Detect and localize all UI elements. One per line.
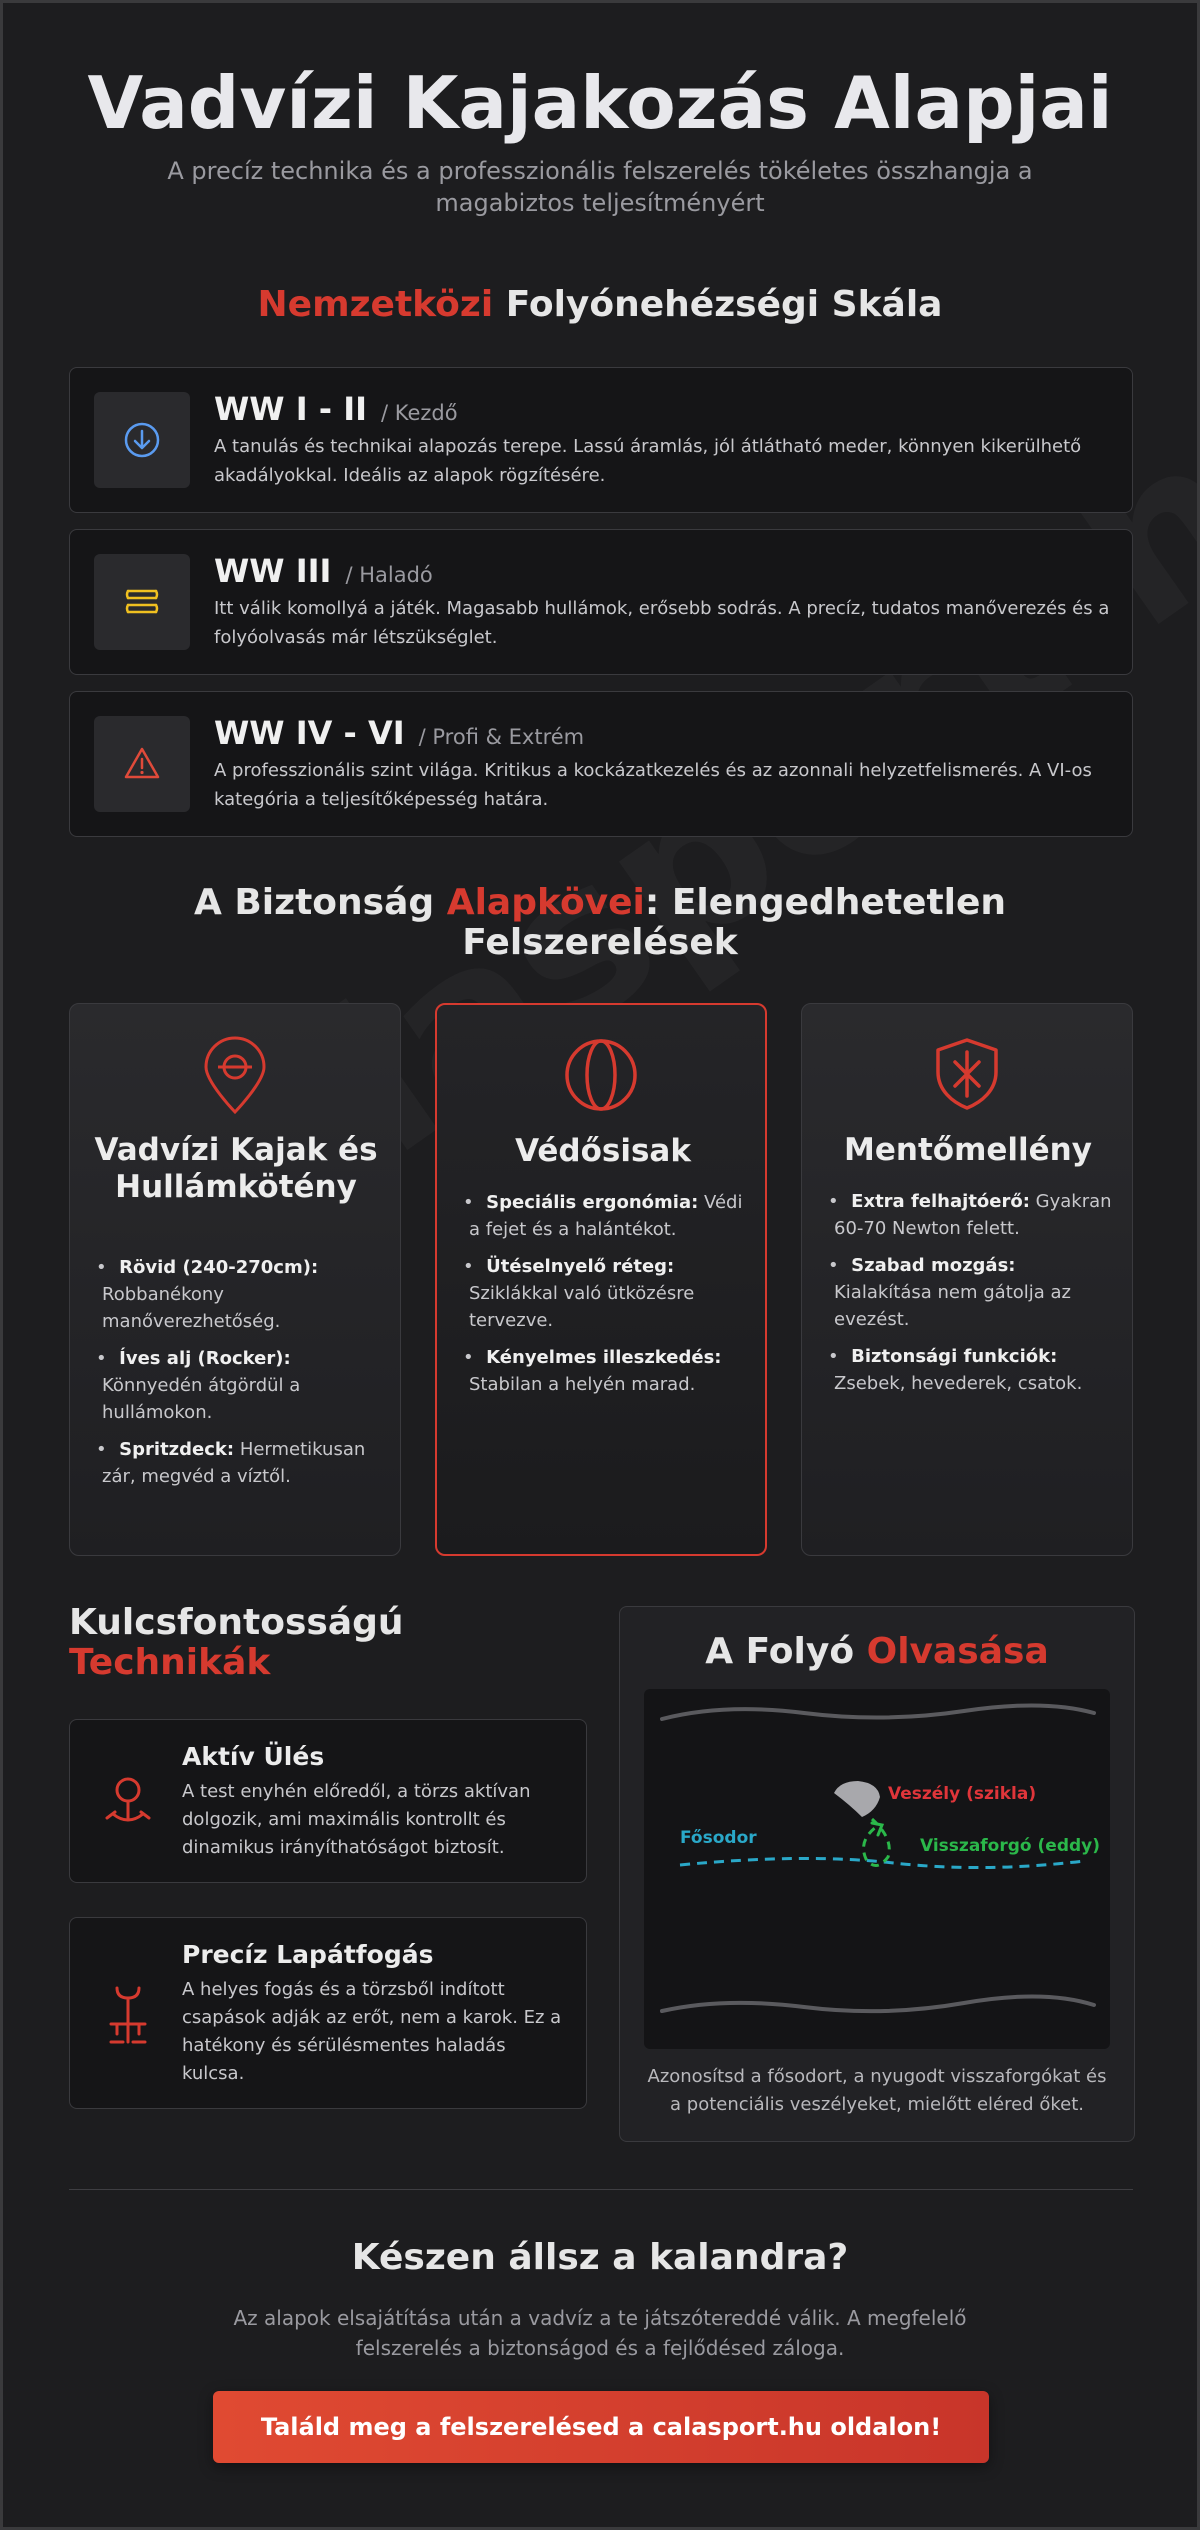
- technique-description: A helyes fogás és a törzsből indított csapások adják az erőt, nem a karok. Ez a hatékony és sérülésmentes haladás kulcsa.: [182, 1979, 562, 2084]
- cta-title: Készen állsz a kalandra?: [351, 2237, 849, 2278]
- river-diagram: [644, 1689, 1110, 2049]
- ww-card-beginner: [69, 367, 1133, 513]
- feature-text: Könnyedén átgördül a hullámokon.: [102, 1375, 301, 1423]
- paddler-icon: [103, 1774, 153, 1830]
- feature-label: Rövid (240-270cm):: [119, 1257, 319, 1278]
- feature-text: Zsebek, hevederek, csatok.: [834, 1373, 1083, 1394]
- techniques-title-accent: Technikák: [69, 1642, 271, 1683]
- danger-label: Veszély (szikla): [888, 1784, 1037, 1804]
- eddy-line: [864, 1819, 890, 1866]
- scale-title-accent: Nemzetközi: [257, 284, 494, 325]
- feature-text: Hermetikusan zár, megvéd a víztől.: [102, 1439, 366, 1487]
- gear-card-kayak: [69, 1003, 401, 1556]
- feature-label: Szabad mozgás:: [851, 1255, 1016, 1276]
- feature-label: Spritzdeck:: [119, 1439, 235, 1460]
- feature-text: Gyakran 60-70 Newton felett.: [834, 1191, 1112, 1239]
- safety-title-post: : Elengedhetetlen Felszerelések: [462, 882, 1007, 963]
- techniques-title: [69, 1603, 589, 1683]
- gear-card-title: Mentőmellény: [844, 1132, 1092, 1168]
- ww-description: Itt válik komollyá a játék. Magasabb hullámok, erősebb sodrás. A precíz, tudatos manőverezés és a folyóolvasás már létszükséglet.: [214, 598, 1110, 648]
- arrow-down-circle-icon: [122, 420, 162, 460]
- techniques-title-pre: Kulcsfontosságú: [69, 1602, 404, 1643]
- river-bank-bottom: [662, 1996, 1094, 2011]
- safety-section-title: [153, 883, 1047, 963]
- list-item: • Rövid (240-270cm): Robbanékony manőverezhetőség.: [96, 1257, 319, 1332]
- gear-card-helmet: [435, 1003, 767, 1556]
- feature-text: Védi a fejet és a halántékot.: [469, 1192, 743, 1240]
- ww-tag: / Profi & Extrém: [418, 725, 585, 749]
- river-reading-card: [619, 1606, 1135, 2142]
- gear-feature-list: [96, 1254, 384, 1500]
- ww-tag: / Kezdő: [381, 401, 458, 425]
- feature-label: Speciális ergonómia:: [486, 1192, 699, 1213]
- safety-title-accent: Alapkövei: [446, 882, 645, 923]
- technique-card-paddle-grip: [69, 1917, 587, 2109]
- page-subtitle: A precíz technika és a professzionális felszerelés tökéletes összhangja a magabiztos teljesítményért: [167, 157, 1033, 217]
- technique-title: Precíz Lapátfogás: [182, 1940, 434, 1969]
- river-bank-top: [662, 1705, 1094, 1719]
- paddle-grip-icon: [103, 1984, 153, 2044]
- ww-icon-box: [94, 716, 190, 812]
- section-divider: [69, 2189, 1133, 2190]
- feature-label: Biztonsági funkciók:: [851, 1346, 1058, 1367]
- feature-label: Ütéselnyelő réteg:: [486, 1256, 675, 1277]
- list-item: • Ütéselnyelő réteg: Sziklákkal való ütközésre tervezve.: [463, 1256, 695, 1331]
- scale-title-rest: Folyónehézségi Skála: [493, 284, 943, 325]
- waves-icon: [122, 582, 162, 622]
- feature-label: Íves alj (Rocker):: [119, 1348, 291, 1369]
- warning-triangle-icon: [122, 744, 162, 784]
- river-title-accent: Olvasása: [866, 1631, 1049, 1672]
- main-current-line: [680, 1858, 1084, 1867]
- feature-text: Robbanékony manőverezhetőség.: [102, 1284, 281, 1332]
- rock-shape: [834, 1781, 880, 1817]
- ww-description: A tanulás és technikai alapozás terepe. Lassú áramlás, jól átlátható meder, könnyen kikerülhető akadályokkal. Ideális az alapok rögzítésére.: [214, 436, 1082, 486]
- ww-level: WW III: [214, 552, 332, 590]
- feature-text: Stabilan a helyén marad.: [469, 1374, 696, 1395]
- technique-description: A test enyhén előredől, a törzs aktívan dolgozik, ami maximális kontrollt és dinamikus irányíthatóságot biztosít.: [182, 1781, 531, 1858]
- helmet-icon: [563, 1037, 639, 1113]
- ww-tag: / Haladó: [345, 563, 433, 587]
- gear-feature-list: [828, 1188, 1116, 1407]
- ww-card-advanced: [69, 529, 1133, 675]
- ww-level: WW IV - VI: [214, 714, 405, 752]
- cta-text: Az alapok elsajátítása után a vadvíz a te játszótereddé válik. A megfelelő felszerelés a biztonságod és a fejlődésed záloga.: [233, 2306, 967, 2360]
- ww-icon-box: [94, 554, 190, 650]
- list-item: • Kényelmes illeszkedés: Stabilan a helyén marad.: [463, 1347, 722, 1395]
- page-title: Vadvízi Kajakozás Alapjai: [87, 61, 1113, 145]
- page: [3, 3, 1197, 2527]
- ww-description: A professzionális szint világa. Kritikus a kockázatkezelés és az azonnali helyzetfelismerés. A VI-os kategória a teljesítőképesség határa.: [214, 760, 1092, 810]
- gear-card-title: Vadvízi Kajak és Hullámkötény: [94, 1132, 378, 1205]
- scale-section-title: [3, 285, 1197, 325]
- gear-feature-list: [463, 1189, 751, 1408]
- feature-label: Extra felhajtóerő:: [851, 1191, 1030, 1212]
- ww-card-extreme: [69, 691, 1133, 837]
- ww-level: WW I - II: [214, 390, 368, 428]
- list-item: • Extra felhajtóerő: Gyakran 60-70 Newton felett.: [828, 1191, 1112, 1239]
- shield-icon: [932, 1036, 1002, 1112]
- safety-title-pre: A Biztonság: [193, 882, 447, 923]
- technique-card-active-seat: [69, 1719, 587, 1883]
- cta-button[interactable]: Találd meg a felszerelésed a calasport.hu oldalon!: [213, 2391, 989, 2463]
- list-item: • Biztonsági funkciók: Zsebek, hevederek, csatok.: [828, 1346, 1083, 1394]
- feature-text: Sziklákkal való ütközésre tervezve.: [469, 1283, 695, 1331]
- ww-icon-box: [94, 392, 190, 488]
- feature-text: Kialakítása nem gátolja az evezést.: [834, 1282, 1072, 1330]
- technique-title: Aktív Ülés: [182, 1742, 325, 1771]
- gear-card-title: Védősisak: [515, 1133, 691, 1169]
- list-item: • Íves alj (Rocker): Könnyedén átgördül a hullámokon.: [96, 1348, 301, 1423]
- river-title-pre: A Folyó: [705, 1631, 867, 1672]
- eddy-label: Visszaforgó (eddy): [920, 1836, 1101, 1856]
- location-pin-icon: [200, 1036, 270, 1116]
- gear-card-life-vest: [801, 1003, 1133, 1556]
- feature-label: Kényelmes illeszkedés:: [486, 1347, 722, 1368]
- main-current-label: Fősodor: [680, 1828, 757, 1848]
- list-item: • Spritzdeck: Hermetikusan zár, megvéd a víztől.: [96, 1439, 366, 1487]
- river-caption: Azonosítsd a fősodort, a nyugodt visszaforgókat és a potenciális veszélyeket, mielőtt eléred őket.: [647, 2066, 1107, 2115]
- river-title: [620, 1631, 1134, 1672]
- list-item: • Speciális ergonómia: Védi a fejet és a halántékot.: [463, 1192, 743, 1240]
- river-diagram-svg: [644, 1689, 1110, 2049]
- list-item: • Szabad mozgás: Kialakítása nem gátolja az evezést.: [828, 1255, 1072, 1330]
